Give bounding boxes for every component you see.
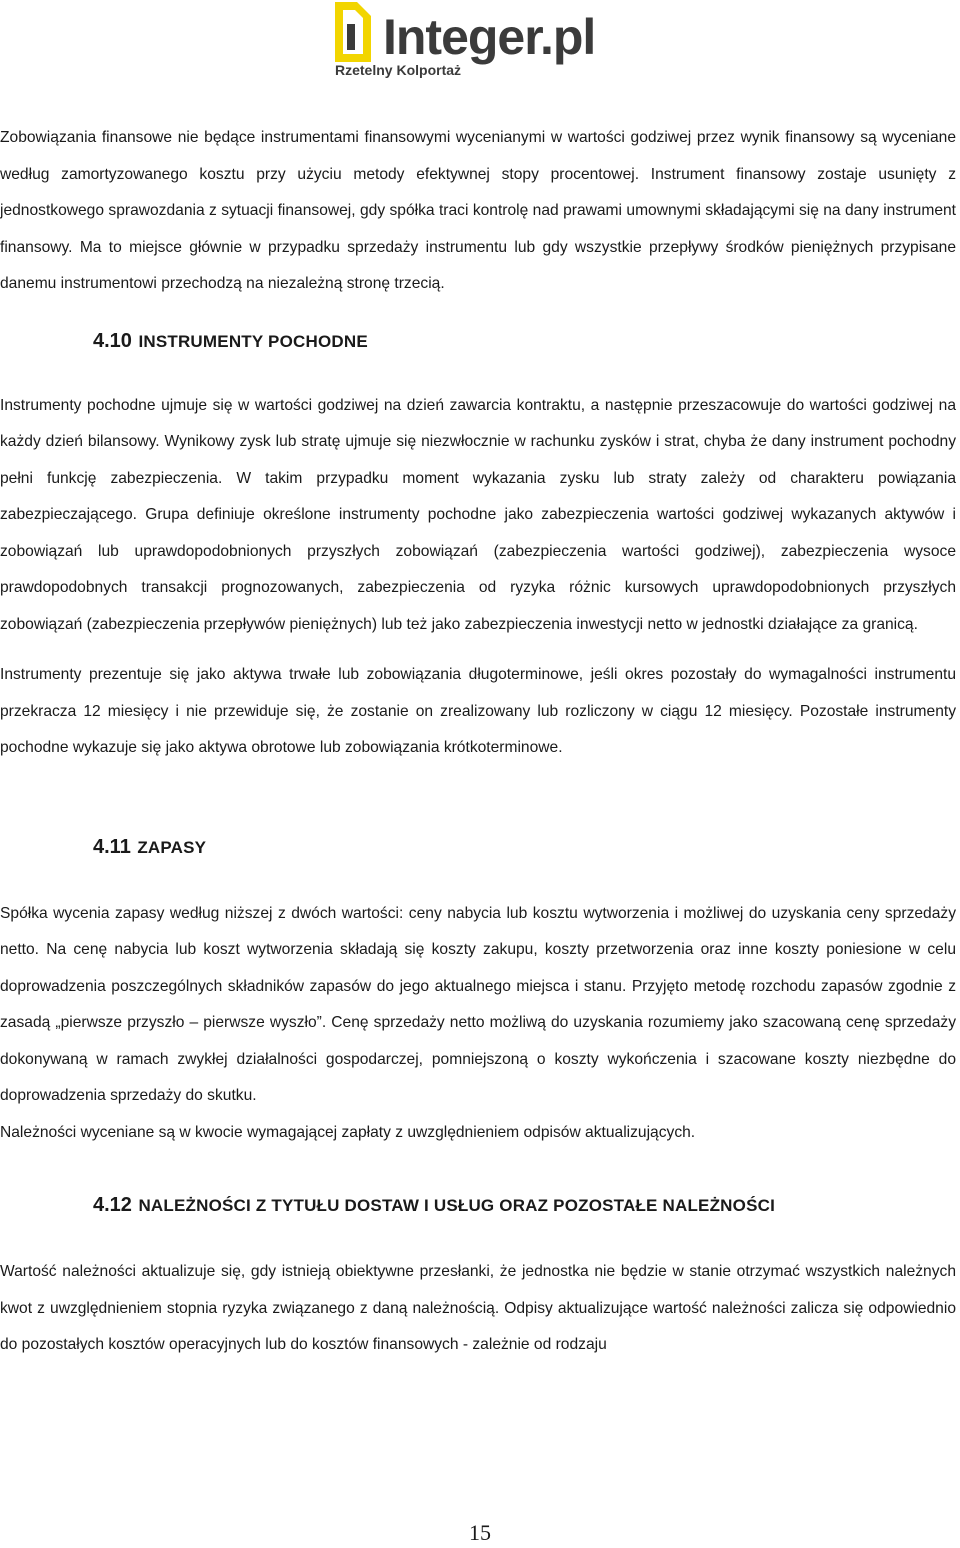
section-heading-4-11 xyxy=(0,827,956,866)
receivables-paragraph-1: Wartość należności aktualizuje się, gdy istnieją obiektywne przesłanki, że jednostka nie będzie w stanie otrzymać wszystkich należnych kwot z uwzględnieniem stopnia ryzyka związanego z daną należnością. Odpisy aktualizujące wartość należności zalicza się odpowiednio do pozostałych kosztów operacyjnych lub do kosztów finansowych - zależnie od rodzaju xyxy=(0,1263,956,1353)
intro-paragraph: Zobowiązania finansowe nie będące instrumentami finansowymi wycenianymi w wartości godziwej przez wynik finansowy są wyceniane według zamortyzowanego kosztu przy użyciu metody efektywnej stopy procentowej. Instrument finansowy zostaje usunięty z jednostkowego sprawozdania z sytuacji finansowej, gdy spółka traci kontrolę nad prawami umownymi składającymi się na dany instrument finansowy. Ma to miejsce głównie w przypadku sprzedaży instrumentu lub gdy wszystkie przepływy środków pieniężnych przypisane danemu instrumentowi przechodzą na niezależną stronę trzecią. xyxy=(0,129,956,292)
derivatives-paragraph-2: Instrumenty prezentuje się jako aktywa trwałe lub zobowiązania długoterminowe, jeśli okres pozostały do wymagalności instrumentu przekracza 12 miesięcy i nie przewiduje się, że zostanie on zrealizowany lub rozliczony w ciągu 12 miesięcy. Pozostałe instrumenty pochodne wykazuje się jako aktywa obrotowe lub zobowiązania krótkoterminowe. xyxy=(0,666,956,756)
logo-wordmark: Integer.pl xyxy=(383,9,596,65)
company-logo xyxy=(333,0,633,90)
section-heading-4-12 xyxy=(0,1185,956,1224)
integer-logo-mark-icon xyxy=(333,0,381,64)
section-title: NALEŻNOŚCI Z TYTUŁU DOSTAW I USŁUG ORAZ POZOSTAŁE NALEŻNOŚCI xyxy=(138,1196,776,1215)
section-title: ZAPASY xyxy=(137,837,207,857)
inventory-paragraph-2: Należności wyceniane są w kwocie wymagającej zapłaty z uwzględnieniem odpisów aktualizujących. xyxy=(0,1123,696,1141)
logo-tagline: Rzetelny Kolportaż xyxy=(335,62,462,78)
section-number: 4.11 xyxy=(93,835,131,858)
inventory-paragraph-1: Spółka wycenia zapasy według niższej z dwóch wartości: ceny nabycia lub kosztu wytworzenia i możliwej do uzyskania ceny sprzedaży netto. Na cenę nabycia lub koszt wytworzenia składają się koszty zakupu, koszty przetworzenia oraz inne koszty poniesione w celu doprowadzenia poszczególnych składników zapasów do jego aktualnego miejsca i stanu. Przyjęto metodę rozchodu zapasów zgodnie z zasadą „pierwsze przyszło – pierwsze wyszło”. Cenę sprzedaży netto możliwą do uzyskania rozumiemy jako szacowaną cenę sprzedaży dokonywaną w ramach zwykłej działalności gospodarczej, pomniejszoną o koszty wykończenia i szacowane koszty niezbędne do doprowadzenia sprzedaży do skutku. xyxy=(0,904,956,1104)
section-title: INSTRUMENTY POCHODNE xyxy=(138,331,368,351)
page-number: 15 xyxy=(469,1520,491,1545)
section-number: 4.10 xyxy=(93,329,132,352)
document-body xyxy=(0,120,956,1364)
section-heading-4-10 xyxy=(0,321,956,360)
section-number: 4.12 xyxy=(93,1194,132,1216)
derivatives-paragraph-1: Instrumenty pochodne ujmuje się w wartości godziwej na dzień zawarcia kontraktu, a następnie przeszacowuje do wartości godziwej na każdy dzień bilansowy. Wynikowy zysk lub stratę ujmuje się niezwłocznie w rachunku zysków i strat, chyba że dany instrument pochodny pełni funkcję zabezpieczenia. W takim przypadku moment wykazania zysku lub straty zależy od charakteru powiązania zabezpieczającego. Grupa definiuje określone instrumenty pochodne jako zabezpieczenia wartości godziwej wykazanych aktywów i zobowiązań lub uprawdopodobnionych przyszłych zobowiązań (zabezpieczenia wartości godziwej), zabezpieczenia wysoce prawdopodobnych transakcji prognozowanych, zabezpieczenia od ryzyka różnic kursowych uprawdopodobnionych przyszłych zobowiązań (zabezpieczenia przepływów pieniężnych) lub też jako zabezpieczenia inwestycji netto w jednostki działające za granicą. xyxy=(0,396,956,633)
